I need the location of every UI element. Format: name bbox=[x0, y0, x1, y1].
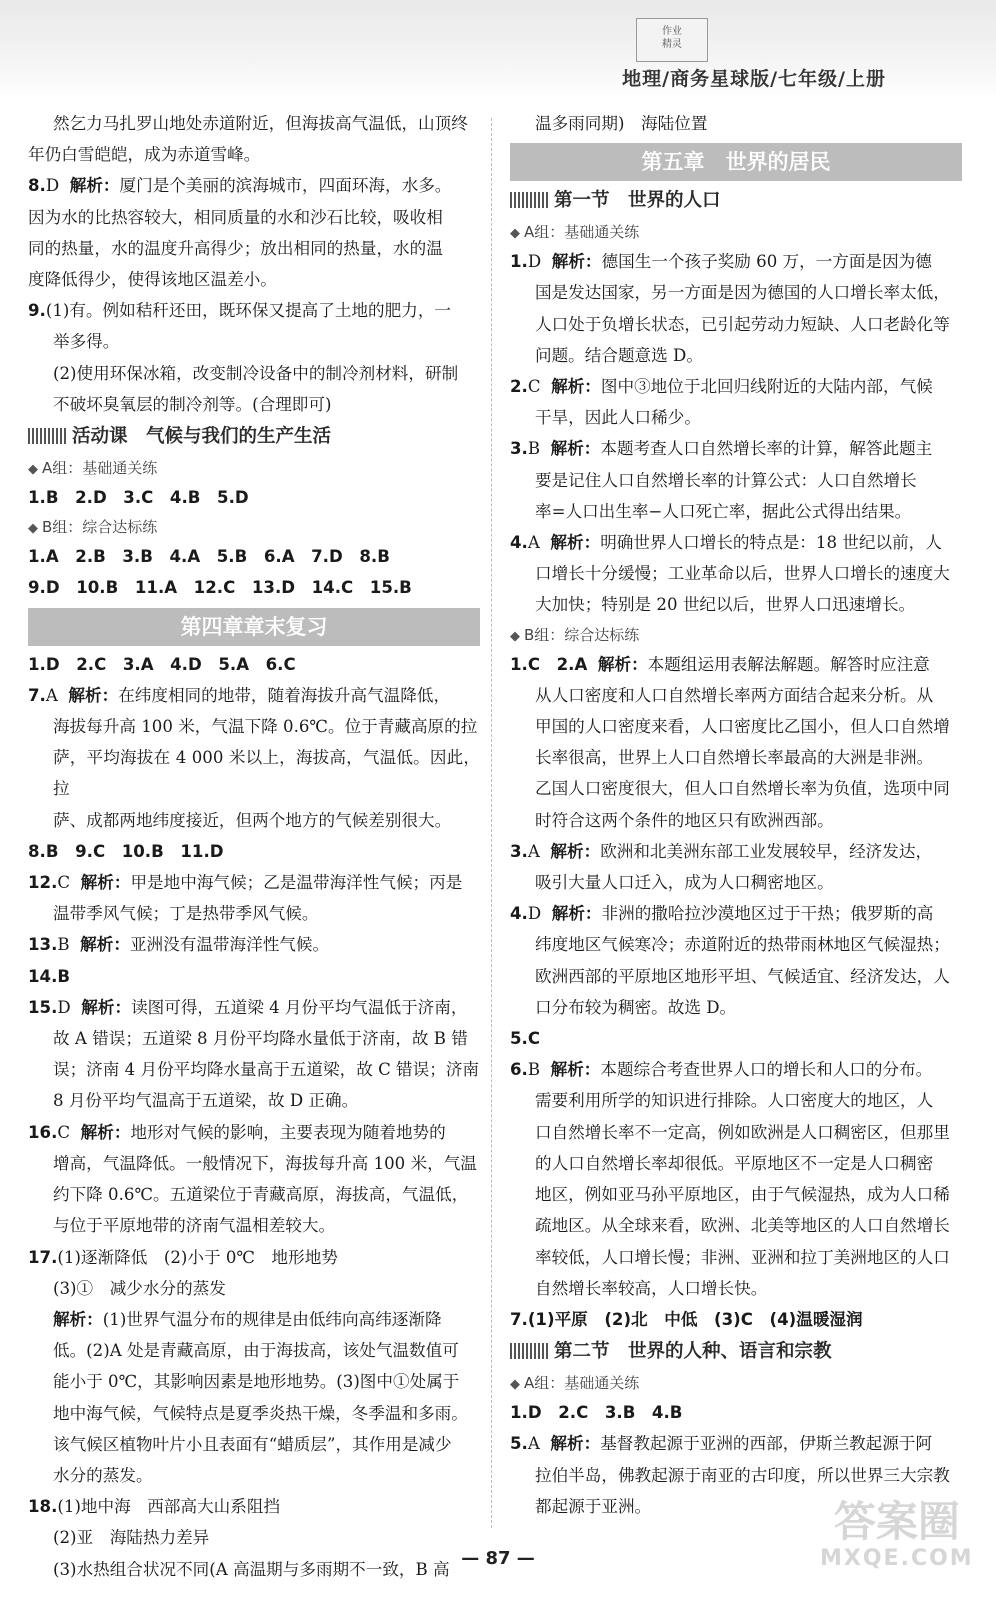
text-line: 温带季风气候；丁是热带季风气候。 bbox=[53, 904, 319, 924]
text-line: 同的热量，水的温度升高得少；放出相同的热量，水的温 bbox=[28, 238, 443, 258]
text-line: 的人口自然增长率却很低。平原地区不一定是人口稠密 bbox=[535, 1153, 934, 1173]
text-line: 误；济南 4 月份平均降水量高于五道梁，故 C 错误；济南 bbox=[53, 1060, 480, 1080]
group-label: ◆ B组：综合达标练 bbox=[28, 513, 480, 541]
text-line: 能小于 0℃，其影响因素是地形地势。(3)图中①处属于 bbox=[53, 1372, 460, 1392]
question-13: 13.B 解析：亚洲没有温带海洋性气候。 bbox=[28, 935, 330, 955]
text-line: 大加快；特别是 20 世纪以后，世界人口迅速增长。 bbox=[535, 595, 916, 615]
text-line: 度降低得少，使得该地区温差小。 bbox=[28, 270, 277, 290]
question-9: 9.(1)有。例如秸秆还田，既环保又提高了土地的肥力，一 bbox=[28, 301, 452, 321]
question-3: 3.B 解析：本题考查人口自然增长率的计算，解答此题主 bbox=[510, 439, 933, 459]
text-line: 故 A 错误；五道梁 8 月份平均降水量低于济南，故 B 错 bbox=[53, 1029, 468, 1049]
watermark-logo: 答案圈 bbox=[833, 1497, 960, 1546]
text-line: 纬度地区气候寒冷；赤道附近的热带雨林地区气候湿热； bbox=[535, 935, 950, 955]
text-line: 口分布较为稠密。故选 D。 bbox=[535, 997, 737, 1017]
text-line: 然乞力马扎罗山地处赤道附近，但海拔高气温低，山顶终 bbox=[53, 114, 468, 133]
text-line: 8 月份平均气温高于五道梁，故 D 正确。 bbox=[53, 1091, 359, 1111]
explanation: 解析：(1)世界气温分布的规律是由低纬向高纬逐渐降 bbox=[53, 1309, 442, 1329]
column-divider bbox=[491, 118, 492, 1528]
answers-line: 8.B 9.C 10.B 11.D bbox=[28, 841, 224, 861]
text-line: 要是记住人口自然增长率的计算公式：人口自然增长 bbox=[535, 470, 917, 490]
answers-line: 1.D 2.C 3.B 4.B bbox=[510, 1403, 683, 1423]
text-line: 水分的蒸发。 bbox=[53, 1465, 153, 1485]
text-line: 率较低，人口增长慢；非洲、亚洲和拉丁美洲地区的人口 bbox=[535, 1247, 950, 1267]
text-line: 与位于平原地带的济南气温相差较大。 bbox=[53, 1216, 336, 1236]
question-1: 1.D 解析：德国生一个孩子奖励 60 万，一方面是因为德 bbox=[510, 252, 932, 272]
text-line: 人口处于负增长状态，已引起劳动力短缺、人口老龄化等 bbox=[535, 314, 950, 334]
chapter-heading: 第五章 世界的居民 bbox=[510, 143, 962, 181]
text-line: 口自然增长率不一定高，例如欧洲是人口稠密区，但那里 bbox=[535, 1122, 950, 1142]
text-line: 甲国的人口密度来看，人口密度比乙国小，但人口自然增 bbox=[535, 717, 950, 737]
left-column bbox=[28, 108, 480, 1585]
text-line: 因为水的比热容较大，相同质量的水和沙石比较，吸收相 bbox=[28, 207, 443, 227]
text-line: 时符合这两个条件的地区只有欧洲西部。 bbox=[535, 810, 834, 830]
question-2: 2.C 解析：图中③地位于北回归线附近的大陆内部，气候 bbox=[510, 377, 933, 397]
text-line: 萨、成都两地纬度接近，但两个地方的气候差别很大。 bbox=[53, 810, 452, 830]
question-b6: 6.B 解析：本题综合考查世界人口的增长和人口的分布。 bbox=[510, 1060, 933, 1080]
text-line: 欧洲西部的平原地区地形平坦、气候适宜、经济发达，人 bbox=[535, 966, 950, 986]
question-b3: 3.A 解析：欧洲和北美洲东部工业发展较早，经济发达， bbox=[510, 841, 933, 861]
text-line: (2)使用环保冰箱，改变制冷设备中的制冷剂材料，研制 bbox=[53, 363, 459, 383]
group-label: ◆ A组：基础通关练 bbox=[510, 218, 962, 246]
text-line: 率=人口出生率−人口死亡率，据此公式得出结果。 bbox=[535, 501, 912, 521]
section-heading: 第二节 世界的人种、语言和宗教 bbox=[510, 1335, 962, 1369]
question-b1-2: 1.C 2.A 解析：本题组运用表解法解题。解答时应注意 bbox=[510, 654, 930, 674]
text-line: 约下降 0.6℃。五道梁位于青藏高原，海拔高，气温低， bbox=[53, 1185, 469, 1205]
text-line: 问题。结合题意选 D。 bbox=[535, 345, 703, 365]
text-line: 举多得。 bbox=[53, 332, 120, 352]
question-15: 15.D 解析：读图可得，五道梁 4 月份平均气温低于济南， bbox=[28, 997, 468, 1017]
diamond-icon: ◆ bbox=[28, 521, 38, 537]
text-line: 低。(2)A 处是青藏高原，由于海拔高，该处气温数值可 bbox=[53, 1341, 459, 1361]
text-line: 吸引大量人口迁入，成为人口稠密地区。 bbox=[535, 873, 834, 893]
answers-line: 1.A 2.B 3.B 4.A 5.B 6.A 7.D 8.B bbox=[28, 547, 390, 567]
question-4: 4.A 解析：明确世界人口增长的特点是：18 世纪以前，人 bbox=[510, 533, 942, 553]
question-a5: 5.A 解析：基督教起源于亚洲的西部，伊斯兰教起源于阿 bbox=[510, 1434, 933, 1454]
text-line: (2)亚 海陆热力差异 bbox=[53, 1528, 210, 1548]
question-16: 16.C 解析：地形对气候的影响，主要表现为随着地势的 bbox=[28, 1122, 446, 1142]
question-18: 18.(1)地中海 西部高大山系阻挡 bbox=[28, 1497, 281, 1517]
section-bars-icon bbox=[510, 1343, 548, 1359]
question-17: 17.(1)逐渐降低 (2)小于 0℃ 地形地势 bbox=[28, 1247, 338, 1267]
text-line: 地中海气候，气候特点是夏季炎热干燥，冬季温和多雨。 bbox=[53, 1403, 468, 1423]
text-line: 国是发达国家，另一方面是因为德国的人口增长率太低， bbox=[535, 283, 950, 303]
section-heading: 活动课 气候与我们的生产生活 bbox=[28, 420, 480, 454]
book-title: 地理/商务星球版/七年级/上册 bbox=[622, 68, 886, 90]
text-line: 年仍白雪皑皑，成为赤道雪峰。 bbox=[28, 145, 261, 165]
text-line: 温多雨同期) 海陆位置 bbox=[535, 114, 708, 133]
answers-line: 5.C bbox=[510, 1029, 541, 1049]
section-bars-icon bbox=[28, 428, 66, 444]
right-column bbox=[510, 108, 962, 1522]
logo-text: 作业 精灵 bbox=[662, 26, 682, 50]
text-line: 都起源于亚洲。 bbox=[535, 1496, 652, 1516]
logo bbox=[636, 18, 708, 62]
question-12: 12.C 解析：甲是地中海气候；乙是温带海洋性气候；丙是 bbox=[28, 873, 463, 893]
text-line: 地区，例如亚马孙平原地区，由于气候湿热，成为人口稀 bbox=[535, 1185, 950, 1205]
diamond-icon: ◆ bbox=[510, 1377, 520, 1393]
watermark-url: MXQE.COM bbox=[820, 1546, 974, 1571]
answers-line: 1.B 2.D 3.C 4.B 5.D bbox=[28, 488, 249, 508]
question-b4: 4.D 解析：非洲的撒哈拉沙漠地区过于干热；俄罗斯的高 bbox=[510, 904, 934, 924]
group-label: ◆ B组：综合达标练 bbox=[510, 621, 962, 649]
text-line: 萨，平均海拔在 4 000 米以上，海拔高，气温低。因此，拉 bbox=[53, 748, 480, 799]
text-line: 该气候区植物叶片小且表面有“蜡质层”，其作用是减少 bbox=[53, 1434, 452, 1454]
text-line: 疏地区。从全球来看，欧洲、北美等地区的人口自然增长 bbox=[535, 1216, 950, 1236]
text-line: (3)① 减少水分的蒸发 bbox=[53, 1278, 226, 1298]
diamond-icon: ◆ bbox=[510, 226, 520, 242]
text-line: 乙国人口密度很大，但人口自然增长率为负值，选项中同 bbox=[535, 779, 950, 799]
text-line: 不破坏臭氧层的制冷剂等。(合理即可) bbox=[53, 394, 332, 414]
text-line: 口增长十分缓慢；工业革命以后，世界人口增长的速度大 bbox=[535, 564, 950, 584]
text-line: 长率很高，世界上人口自然增长率最高的大洲是非洲。 bbox=[535, 748, 934, 768]
diamond-icon: ◆ bbox=[28, 462, 38, 478]
text-line: 从人口密度和人口自然增长率两方面结合起来分析。从 bbox=[535, 685, 934, 705]
answers-line: 1.D 2.C 3.A 4.D 5.A 6.C bbox=[28, 654, 296, 674]
text-line: 干旱，因此人口稀少。 bbox=[535, 408, 701, 428]
diamond-icon: ◆ bbox=[510, 628, 520, 644]
group-label: ◆ A组：基础通关练 bbox=[510, 1369, 962, 1397]
answers-line: 14.B bbox=[28, 966, 71, 986]
text-line: 拉伯半岛，佛教起源于南亚的古印度，所以世界三大宗教 bbox=[535, 1465, 950, 1485]
question-7: 7.A 解析：在纬度相同的地带，随着海拔升高气温降低， bbox=[28, 685, 451, 705]
text-line: 需要利用所学的知识进行排除。人口密度大的地区，人 bbox=[535, 1091, 934, 1111]
page-number: — 87 — bbox=[461, 1548, 535, 1569]
answers-line: 7.(1)平原 (2)北 中低 (3)C (4)温暖湿润 bbox=[510, 1309, 863, 1329]
question-8: 8.D 解析：厦门是个美丽的滨海城市，四面环海，水多。 bbox=[28, 176, 452, 196]
section-heading: 第一节 世界的人口 bbox=[510, 184, 962, 218]
watermark bbox=[820, 1498, 974, 1571]
answers-line: 9.D 10.B 11.A 12.C 13.D 14.C 15.B bbox=[28, 578, 412, 598]
text-line: 增高，气温降低。一般情况下，海拔每升高 100 米，气温 bbox=[53, 1153, 477, 1173]
chapter-heading: 第四章章末复习 bbox=[28, 608, 480, 646]
text-line: 自然增长率较高，人口增长快。 bbox=[535, 1278, 768, 1298]
section-bars-icon bbox=[510, 192, 548, 208]
text-line: (3)水热组合状况不同(A 高温期与多雨期不一致，B 高 bbox=[53, 1559, 450, 1579]
text-line: 海拔每升高 100 米，气温下降 0.6℃。位于青藏高原的拉 bbox=[53, 717, 478, 737]
group-label: ◆ A组：基础通关练 bbox=[28, 454, 480, 482]
